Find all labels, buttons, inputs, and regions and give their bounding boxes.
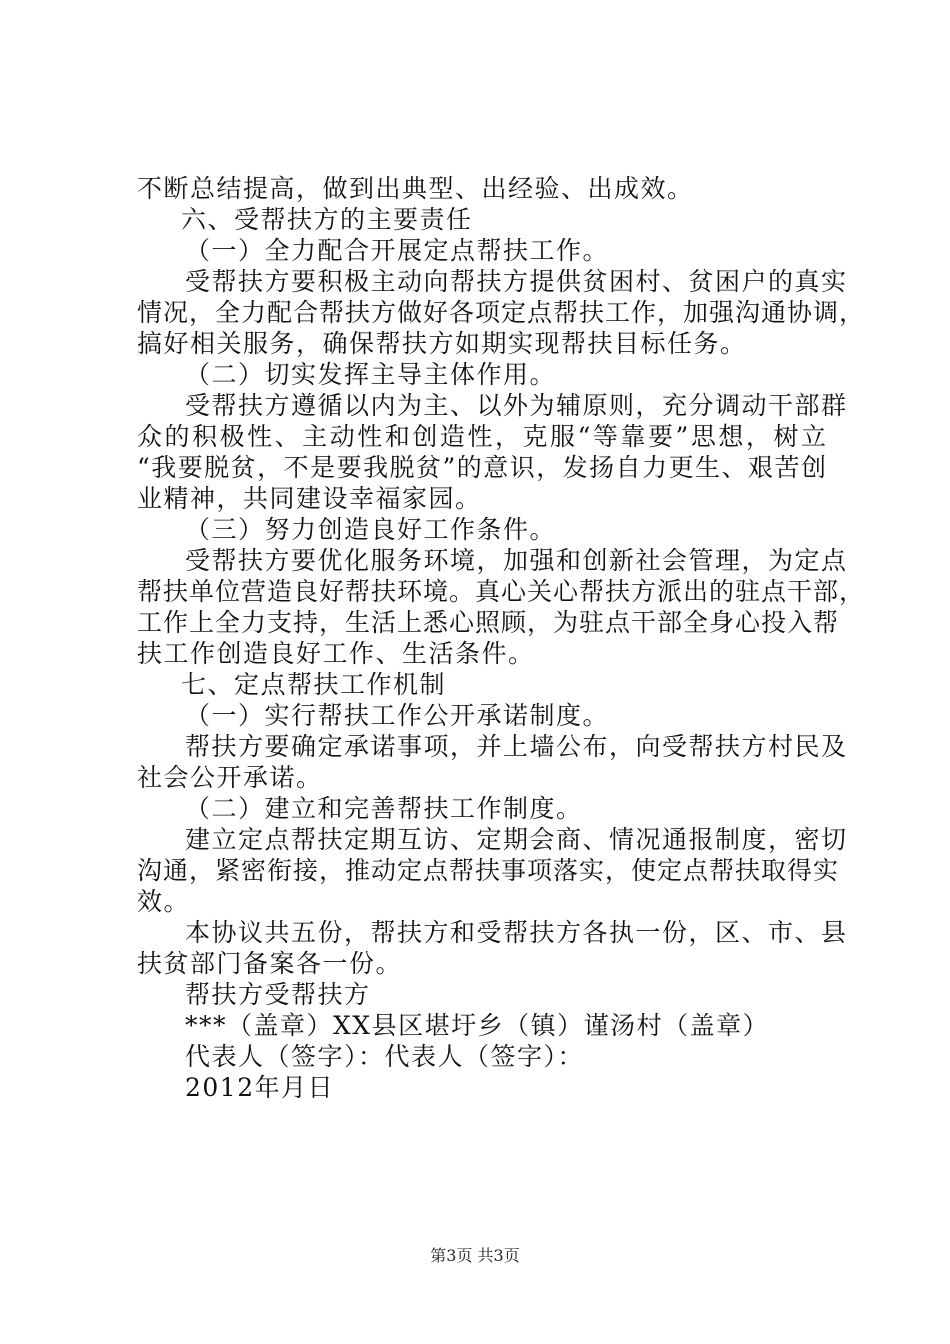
paragraph-line: ***（盖章）XX县区堪圩乡（镇）谨汤村（盖章） xyxy=(185,1011,770,1040)
paragraph-line: 情况，全力配合帮扶方做好各项定点帮扶工作，加强沟通协调， xyxy=(137,298,866,327)
paragraph-line: 沟通，紧密衔接，推动定点帮扶事项落实，使定点帮扶取得实 xyxy=(137,856,840,885)
page-footer: 第3页 共3页 xyxy=(430,1246,520,1265)
subsection-heading: （一）全力配合开展定点帮扶工作。 xyxy=(185,236,610,265)
paragraph-line: 受帮扶方要积极主动向帮扶方提供贫困村、贫困户的真实 xyxy=(185,267,848,296)
subsection-heading: （三）努力创造良好工作条件。 xyxy=(185,515,557,544)
paragraph-line: 受帮扶方遵循以内为主、以外为辅原则，充分调动干部群 xyxy=(185,391,848,420)
paragraph-line: 受帮扶方要优化服务环境，加强和创新社会管理，为定点 xyxy=(185,546,848,575)
paragraph-line: 社会公开承诺。 xyxy=(137,763,323,792)
paragraph-line: 效。 xyxy=(137,887,191,916)
paragraph-line: 代表人（签字）：代表人（签字）： xyxy=(185,1042,585,1071)
document-body xyxy=(137,173,866,1103)
paragraph-line: 帮扶方要确定承诺事项，并上墙公布，向受帮扶方村民及 xyxy=(185,732,848,761)
paragraph-line: 业精神，共同建设幸福家园。 xyxy=(137,484,482,513)
paragraph-line: 工作上全力支持，生活上悉心照顾，为驻点干部全身心投入帮 xyxy=(137,608,840,637)
section-heading: 七、定点帮扶工作机制 xyxy=(181,670,447,699)
paragraph-line: 建立定点帮扶定期互访、定期会商、情况通报制度，密切 xyxy=(185,825,848,854)
subsection-heading: （二）建立和完善帮扶工作制度。 xyxy=(185,794,583,823)
paragraph-line: 众的积极性、主动性和创造性，克服“等靠要”思想，树立 xyxy=(137,422,827,451)
paragraph-line: 帮扶方受帮扶方 xyxy=(185,980,371,1009)
paragraph-line: 搞好相关服务，确保帮扶方如期实现帮扶目标任务。 xyxy=(137,329,747,358)
paragraph-line: 帮扶单位营造良好帮扶环境。真心关心帮扶方派出的驻点干部， xyxy=(137,577,866,606)
paragraph-line: 扶工作创造良好工作、生活条件。 xyxy=(137,639,535,668)
paragraph-line: 扶贫部门备案各一份。 xyxy=(137,949,403,978)
paragraph-line: 本协议共五份，帮扶方和受帮扶方各执一份，区、市、县 xyxy=(185,918,848,947)
paragraph-line: 不断总结提高，做到出典型、出经验、出成效。 xyxy=(137,174,694,203)
paragraph-line: “我要脱贫，不是要我脱贫”的意识，发扬自力更生、艰苦创 xyxy=(137,453,827,482)
paragraph-line: 2012年月日 xyxy=(185,1073,335,1102)
section-heading: 六、受帮扶方的主要责任 xyxy=(181,205,473,234)
subsection-heading: （一）实行帮扶工作公开承诺制度。 xyxy=(185,701,610,730)
subsection-heading: （二）切实发挥主导主体作用。 xyxy=(185,360,557,389)
